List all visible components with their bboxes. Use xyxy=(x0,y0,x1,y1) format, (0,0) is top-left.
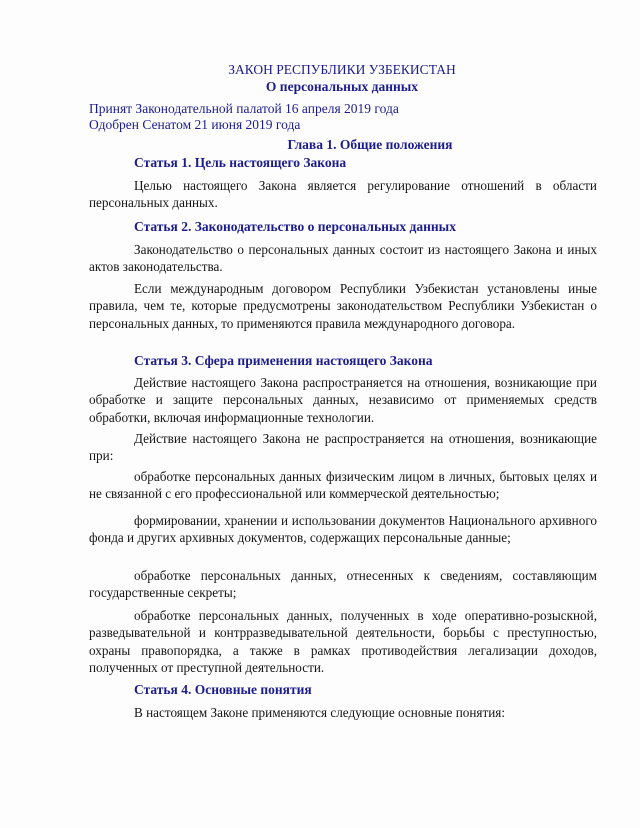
law-subject: О персональных данных xyxy=(265,79,419,94)
approval-date: Одобрен Сенатом 21 июня 2019 года xyxy=(89,117,301,132)
article-3-list-item: обработке персональных данных, отнесенных к сведениям, составляющим государственные секреты; xyxy=(89,568,597,601)
article-3-list-item: формировании, хранении и использовании документов Национального архивного фонда и других архивных документов, содержащих персональные данные; xyxy=(89,513,597,546)
article-2-paragraph: Если международным договором Республики Узбекистан установлены иные правила, чем те, которые предусмотрены законодательством Республики Узбекистан о персональных данных, то применяются правила международного договора. xyxy=(89,281,597,331)
article-1-paragraph: Целью настоящего Закона является регулирование отношений в области персональных данных. xyxy=(89,178,597,211)
article-3-paragraph: Действие настоящего Закона не распространяется на отношения, возникающие при: xyxy=(89,431,597,464)
article-4-title: Статья 4. Основные понятия xyxy=(134,682,312,697)
article-3-list-item: обработке персональных данных физическим лицом в личных, бытовых целях и не связанной с его профессиональной или коммерческой деятельностью; xyxy=(89,469,597,502)
article-4-paragraph: В настоящем Законе применяются следующие основные понятия: xyxy=(134,705,506,720)
chapter-heading: Глава 1. Общие положения xyxy=(287,137,453,152)
article-1-title: Статья 1. Цель настоящего Закона xyxy=(134,155,347,170)
law-title: ЗАКОН РЕСПУБЛИКИ УЗБЕКИСТАН xyxy=(228,62,456,77)
adoption-date: Принят Законодательной палатой 16 апреля 2019 года xyxy=(89,101,399,116)
article-3-title: Статья 3. Сфера применения настоящего Закона xyxy=(134,353,433,368)
article-2-title: Статья 2. Законодательство о персональных данных xyxy=(134,219,456,234)
article-3-paragraph: Действие настоящего Закона распространяется на отношения, возникающие при обработке и защите персональных данных, независимо от применяемых средств обработки, включая информационные технологии. xyxy=(89,375,597,425)
article-2-paragraph: Законодательство о персональных данных состоит из настоящего Закона и иных актов законодательства. xyxy=(89,242,597,275)
article-3-list-item: обработке персональных данных, полученных в ходе оперативно-розыскной, разведывательной и контрразведывательной деятельности, борьбы с преступностью, охраны правопорядка, а также в рамках противодействия легализации доходов, полученных от преступной деятельности. xyxy=(89,608,597,675)
